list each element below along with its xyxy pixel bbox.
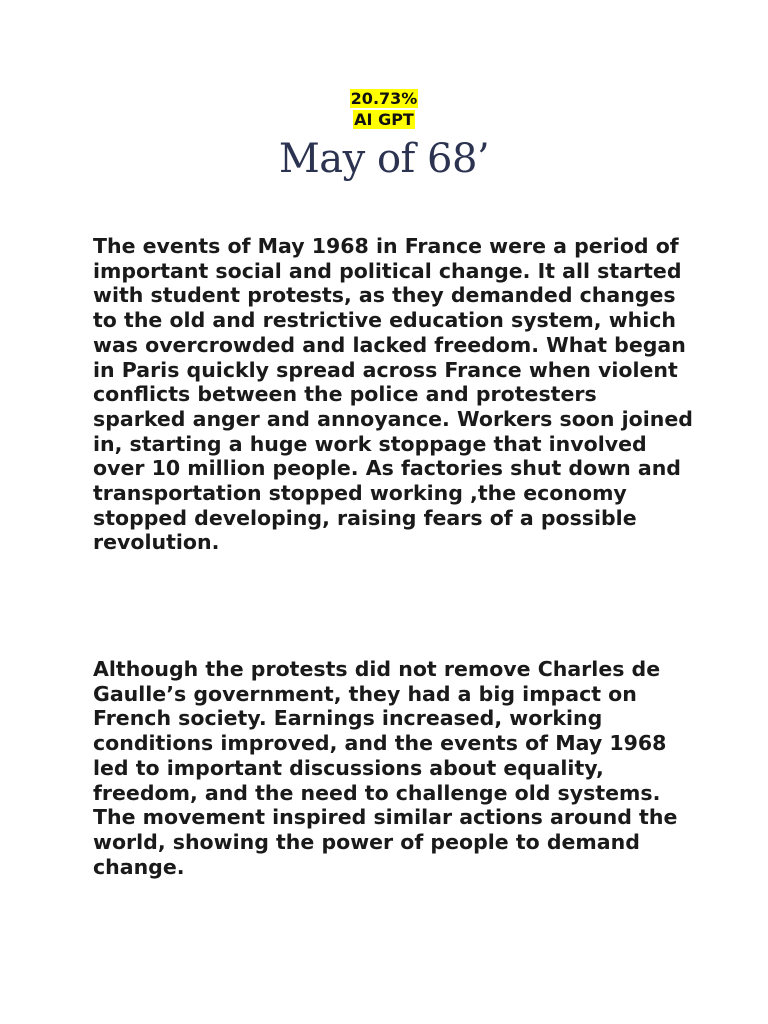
paragraph-1: The events of May 1968 in France were a period of important social and political change. It all started with student protests, as they demanded changes to the old and restrictive education system, which was overcrowded and lacked freedom. What began in Paris quickly spread across France when violent conflicts between the police and protesters sparked anger and annoyance. Workers soon joined in, starting a huge work stoppage that involved over 10 million people. As factories shut down and transportation stopped working ,the economy stopped developing, raising fears of a possible revolution. <box>93 234 693 555</box>
ai-label: AI GPT <box>354 110 414 129</box>
ai-detection-badge <box>0 88 768 130</box>
paragraph-2: Although the protests did not remove Charles de Gaulle’s government, they had a big impact on French society. Earnings increased, working conditions improved, and the events of May 1968 led to important discussions about equality, freedom, and the need to challenge old systems. The movement inspired similar actions around the world, showing the power of people to demand change. <box>93 657 678 879</box>
ai-score: 20.73% <box>350 89 418 108</box>
page-title: May of 68’ <box>278 136 490 182</box>
